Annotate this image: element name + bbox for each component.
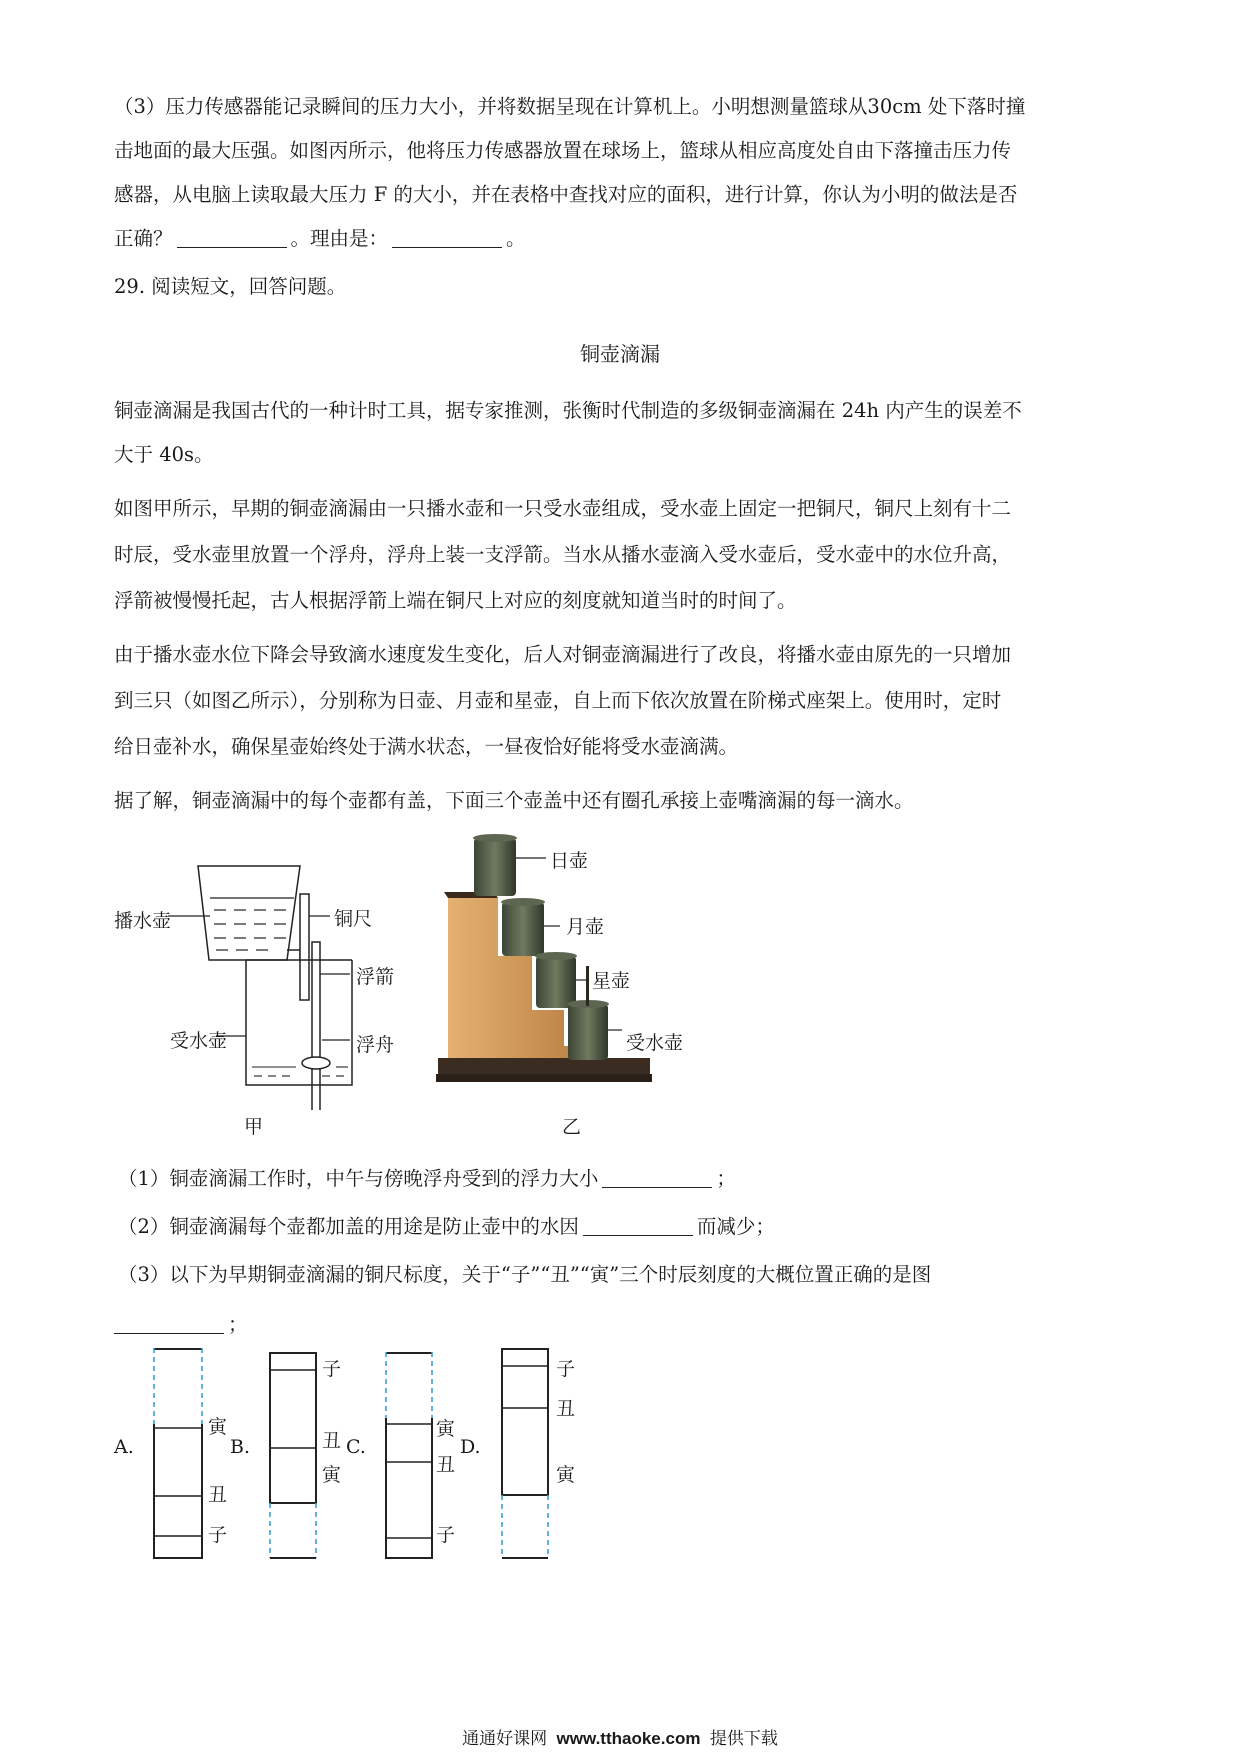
option-d-ruler[interactable]: [498, 1348, 554, 1560]
footer-site: 通通好课网: [462, 1729, 548, 1748]
option-a-label[interactable]: A.: [114, 1436, 134, 1458]
para2-line2: 时辰，受水壶里放置一个浮舟，浮舟上装一支浮箭。当水从播水壶滴入受水壶后，受水壶中的水位升高，: [114, 543, 1012, 566]
option-c-mark-zi: 子: [436, 1524, 456, 1546]
q28-reason-prompt: 。理由是：: [290, 227, 389, 250]
label-fu-jian: 浮箭: [356, 966, 395, 988]
q28-part3-line1: （3）压力传感器能记录瞬间的压力大小，并将数据呈现在计算机上。小明想测量篮球从30cm 处下落时撞: [114, 95, 1026, 118]
footer-url[interactable]: www.tthaoke.com: [556, 1729, 701, 1748]
para1-line2: 大于 40s。: [114, 443, 214, 466]
article-title: 铜壶滴漏: [580, 342, 660, 366]
label-xing-hu: 星壶: [592, 970, 631, 992]
figure-yi-photo: [436, 832, 658, 1090]
sub-question-1: [118, 1154, 1138, 1203]
option-a-mark-zi: 子: [208, 1524, 228, 1546]
label-fu-zhou: 浮舟: [356, 1034, 395, 1056]
option-b-label[interactable]: B.: [230, 1436, 251, 1458]
answer-blank-reason[interactable]: [392, 228, 502, 249]
option-a-ruler[interactable]: [150, 1348, 206, 1560]
q28-end: 。: [506, 227, 526, 250]
answer-blank-correct[interactable]: [177, 228, 287, 249]
label-ri-hu: 日壶: [550, 850, 589, 872]
option-c-label[interactable]: C.: [346, 1436, 366, 1458]
sub-question-3-blank-line: [114, 1300, 1134, 1349]
option-c-mark-chou: 丑: [436, 1454, 456, 1476]
q28-part3-line2: 击地面的最大压强。如图丙所示，他将压力传感器放置在球场上，篮球从相应高度处自由下落撞击压力传: [114, 139, 1012, 162]
para2-line1: 如图甲所示，早期的铜壶滴漏由一只播水壶和一只受水壶组成，受水壶上固定一把铜尺，铜尺上刻有十二: [114, 497, 1012, 520]
option-a-mark-yin: 寅: [208, 1416, 228, 1438]
option-a-mark-chou: 丑: [208, 1484, 228, 1506]
label-yue-hu: 月壶: [566, 916, 605, 938]
footer-tail: 提供下载: [709, 1729, 778, 1748]
answer-blank-buoyancy[interactable]: [602, 1168, 712, 1189]
para4: 据了解，铜壶滴漏中的每个壶都有盖，下面三个壶盖中还有圈孔承接上壶嘴滴漏的每一滴水。: [114, 789, 914, 812]
option-b-mark-chou: 丑: [322, 1430, 342, 1452]
q28-correct-prompt: 正确？: [114, 227, 173, 250]
option-b-mark-yin: 寅: [322, 1464, 342, 1486]
option-c-ruler[interactable]: [382, 1352, 438, 1560]
label-bo-shui-hu: 播水壶: [114, 910, 172, 932]
para3-line2: 到三只（如图乙所示），分别称为日壶、月壶和星壶，自上而下依次放置在阶梯式座架上。使用时，定时: [114, 689, 1002, 712]
sub1-end: ；: [716, 1167, 736, 1190]
answer-blank-figure[interactable]: [114, 1314, 224, 1335]
q29-intro: 29. 阅读短文，回答问题。: [114, 275, 347, 298]
caption-jia: 甲: [244, 1116, 264, 1138]
caption-yi: 乙: [562, 1116, 582, 1138]
sub2-text: （2）铜壶滴漏每个壶都加盖的用途是防止壶中的水因: [118, 1215, 579, 1238]
option-d-label[interactable]: D.: [460, 1436, 481, 1458]
option-d-mark-zi: 子: [556, 1358, 576, 1380]
option-d-mark-chou: 丑: [556, 1398, 576, 1420]
option-c-mark-yin: 寅: [436, 1418, 456, 1440]
answer-blank-evaporation[interactable]: [583, 1216, 693, 1237]
sub-question-2: [118, 1202, 1138, 1251]
sub3-end: ；: [228, 1313, 248, 1336]
option-d-mark-yin: 寅: [556, 1464, 576, 1486]
sub2-end: 而减少；: [696, 1215, 775, 1238]
label-shou-shui-hu-jia: 受水壶: [170, 1030, 228, 1052]
option-b-mark-zi: 子: [322, 1358, 342, 1380]
label-tong-chi: 铜尺: [334, 908, 373, 930]
sub1-text: （1）铜壶滴漏工作时，中午与傍晚浮舟受到的浮力大小: [118, 1167, 599, 1190]
para1-line1: 铜壶滴漏是我国古代的一种计时工具，据专家推测，张衡时代制造的多级铜壶滴漏在 24h 内产生的误差不: [114, 399, 1022, 422]
para3-line1: 由于播水壶水位下降会导致滴水速度发生变化，后人对铜壶滴漏进行了改良，将播水壶由原先的一只增加: [114, 643, 1012, 666]
para2-line3: 浮箭被慢慢托起，古人根据浮箭上端在铜尺上对应的刻度就知道当时的时间了。: [114, 589, 797, 612]
q28-part3-line4: [114, 214, 1134, 263]
label-shou-shui-hu-yi: 受水壶: [626, 1032, 684, 1054]
page-footer: [0, 1724, 1240, 1749]
q28-part3-line3: 感器，从电脑上读取最大压力 F 的大小，并在表格中查找对应的面积，进行计算，你认为小明的做法是否: [114, 183, 1018, 206]
para3-line3: 给日壶补水，确保星壶始终处于满水状态，一昼夜恰好能将受水壶滴满。: [114, 735, 739, 758]
sub-question-3: （3）以下为早期铜壶滴漏的铜尺标度，关于“子”“丑”“寅”三个时辰刻度的大概位置正确的是图: [118, 1263, 932, 1286]
option-b-ruler[interactable]: [266, 1352, 322, 1560]
